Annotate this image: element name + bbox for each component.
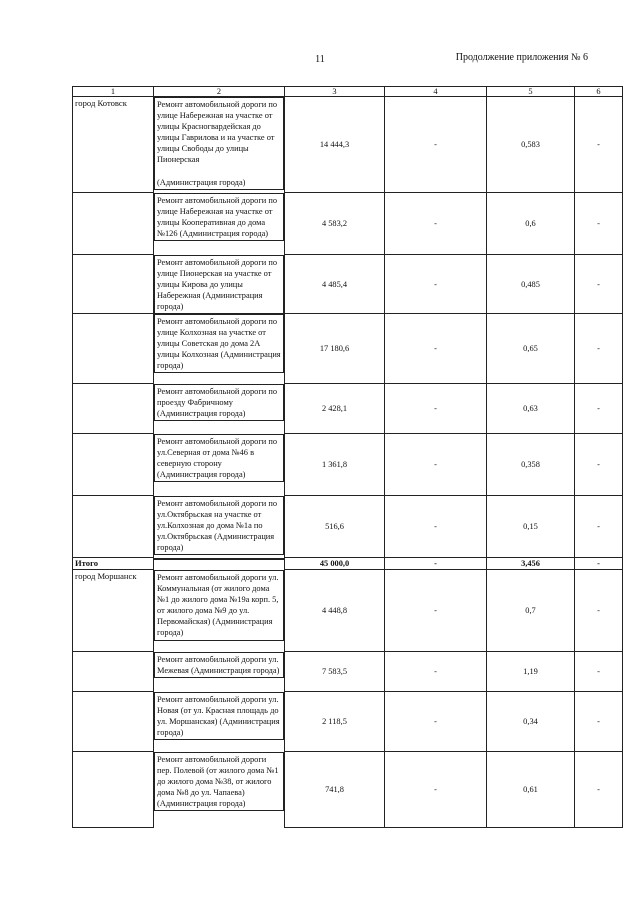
- amount-cell: 45 000,0: [285, 558, 385, 570]
- column-6-cell: -: [575, 652, 623, 692]
- table-row: [73, 384, 623, 434]
- column-6-cell: -: [575, 558, 623, 570]
- header-cell: 5: [487, 87, 575, 97]
- description-cell: Ремонт автомобильной дороги по улице Пионерская на участке от улицы Кирова до улицы Набережная (Администрация города): [154, 255, 284, 314]
- header-cell: 6: [575, 87, 623, 97]
- description-cell: [154, 558, 284, 560]
- city-cell: [73, 255, 154, 314]
- column-4-cell: -: [385, 193, 487, 255]
- column-6-cell: -: [575, 570, 623, 652]
- length-cell: 0,6: [487, 193, 575, 255]
- header-cell: 3: [285, 87, 385, 97]
- column-4-cell: -: [385, 692, 487, 752]
- description-cell: Ремонт автомобильной дороги по улице Набережная на участке от улицы Красногвардейская до улицы Гаврилова и на участке от улицы Свободы до улицы Пионерская (Администрация города): [154, 97, 284, 190]
- amount-cell: 4 448,8: [285, 570, 385, 652]
- city-cell: [73, 752, 154, 828]
- description-cell: Ремонт автомобильной дороги по ул.Северная от дома №46 в северную сторону (Администрация города): [154, 434, 284, 482]
- length-cell: 0,358: [487, 434, 575, 496]
- city-cell: [73, 652, 154, 692]
- column-4-cell: -: [385, 558, 487, 570]
- column-4-cell: -: [385, 496, 487, 558]
- amount-cell: 4 583,2: [285, 193, 385, 255]
- column-6-cell: -: [575, 752, 623, 828]
- column-4-cell: -: [385, 434, 487, 496]
- length-cell: 3,456: [487, 558, 575, 570]
- city-cell: [73, 496, 154, 558]
- length-cell: 0,7: [487, 570, 575, 652]
- header-cell: 1: [73, 87, 154, 97]
- table-row: [73, 255, 623, 314]
- length-cell: 0,485: [487, 255, 575, 314]
- amount-cell: 516,6: [285, 496, 385, 558]
- length-cell: 1,19: [487, 652, 575, 692]
- header-cell: 4: [385, 87, 487, 97]
- city-cell: [73, 384, 154, 434]
- column-4-cell: -: [385, 570, 487, 652]
- column-6-cell: -: [575, 314, 623, 384]
- table-row: [73, 652, 623, 692]
- description-cell: Ремонт автомобильной дороги пер. Полевой (от жилого дома №1 до жилого дома №38, от жилого дома №8 до ул. Чапаева) (Администрация города): [154, 752, 284, 811]
- length-cell: 0,34: [487, 692, 575, 752]
- column-6-cell: -: [575, 496, 623, 558]
- table-row: [73, 314, 623, 384]
- table-row: [73, 496, 623, 558]
- city-cell: Итого: [73, 558, 154, 570]
- city-cell: [73, 692, 154, 752]
- description-cell: Ремонт автомобильной дороги по ул.Октябрьская на участке от ул.Колхозная до дома №1а по ул.Октябрьская (Администрация города): [154, 496, 284, 555]
- column-4-cell: -: [385, 314, 487, 384]
- table-row: [73, 97, 623, 193]
- amount-cell: 14 444,3: [285, 97, 385, 193]
- amount-cell: 4 485,4: [285, 255, 385, 314]
- amount-cell: 17 180,6: [285, 314, 385, 384]
- description-cell: Ремонт автомобильной дороги по проезду Фабричному (Администрация города): [154, 384, 284, 421]
- description-cell: Ремонт автомобильной дороги ул. Межевая (Администрация города): [154, 652, 284, 678]
- city-cell: [73, 193, 154, 255]
- length-cell: 0,63: [487, 384, 575, 434]
- column-4-cell: -: [385, 384, 487, 434]
- table-row: [73, 570, 623, 652]
- column-4-cell: -: [385, 652, 487, 692]
- description-cell: Ремонт автомобильной дороги ул. Коммунальная (от жилого дома №1 до жилого дома №19а корп. 5, от жилого дома №9 до ул. Первомайская) (Администрация города): [154, 570, 284, 641]
- appendix-table: [72, 86, 623, 828]
- column-6-cell: -: [575, 97, 623, 193]
- length-cell: 0,65: [487, 314, 575, 384]
- column-4-cell: -: [385, 255, 487, 314]
- table-row: [73, 558, 623, 570]
- length-cell: 0,583: [487, 97, 575, 193]
- table-row: [73, 752, 623, 828]
- city-cell: [73, 314, 154, 384]
- city-cell: [73, 434, 154, 496]
- length-cell: 0,61: [487, 752, 575, 828]
- description-cell: Ремонт автомобильной дороги по улице Набережная на участке от улицы Кооперативная до дома №126 (Администрация города): [154, 193, 284, 241]
- column-4-cell: -: [385, 752, 487, 828]
- amount-cell: 2 118,5: [285, 692, 385, 752]
- header-cell: 2: [154, 87, 285, 97]
- continuation-label: Продолжение приложения № 6: [455, 52, 588, 63]
- column-6-cell: -: [575, 193, 623, 255]
- amount-cell: 2 428,1: [285, 384, 385, 434]
- length-cell: 0,15: [487, 496, 575, 558]
- page-number: 11: [315, 54, 325, 65]
- description-cell: Ремонт автомобильной дороги ул. Новая (от ул. Красная площадь до ул. Моршанская) (Администрация города): [154, 692, 284, 740]
- column-4-cell: -: [385, 97, 487, 193]
- table-row: [73, 434, 623, 496]
- column-6-cell: -: [575, 434, 623, 496]
- table-body: [73, 97, 623, 828]
- table-row: [73, 193, 623, 255]
- city-cell: город Котовск: [73, 97, 154, 193]
- column-6-cell: -: [575, 384, 623, 434]
- header-row: [73, 87, 623, 97]
- column-6-cell: -: [575, 255, 623, 314]
- amount-cell: 7 583,5: [285, 652, 385, 692]
- amount-cell: 1 361,8: [285, 434, 385, 496]
- description-cell: Ремонт автомобильной дороги по улице Колхозная на участке от улицы Советская до дома 2А улицы Колхозная (Администрация города): [154, 314, 284, 373]
- table-row: [73, 692, 623, 752]
- amount-cell: 741,8: [285, 752, 385, 828]
- city-cell: город Моршанск: [73, 570, 154, 652]
- column-6-cell: -: [575, 692, 623, 752]
